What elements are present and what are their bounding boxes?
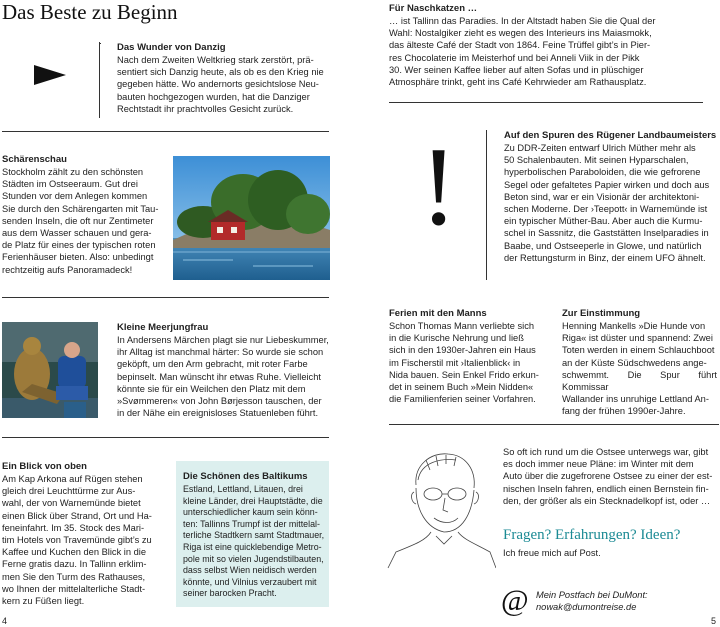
blick-text: Am Kap Arkona auf Rügen stehen gleich drei Leuchttürme zur Aus- wahl, der von Warnemünde bietet einen Blick über Strand, Ort und Ha- feneinfahrt. Im 35. Stock des Mari- tim Hotels von Travemünde gibt’s zu Kaffee und Kuchen den Blick in die Ferne gratis dazu. In Tallinn erklim- men Sie den Turm des Rathauses, wo Ihnen der mittelalterliche Stadt- kern zu Füßen liegt.: [2, 474, 152, 607]
page-number-left: 4: [2, 616, 8, 626]
schaeren-text: Stockholm zählt zu den schönsten Städten im Ostseeraum. Gut drei Stunden vor dem Anlegen kommen Sie durch den Schärengarten mit Tau- senden Inseln, die oft nur Zentimeter aus dem Wasser schauen und gera- de Platz für eines der typischen roten Ferienhäuser bieten. Also: unbedingt rechtzeitig aufs Panoramadeck!: [2, 167, 159, 275]
naschkatzen-rule: [389, 102, 703, 103]
author-question: Fragen? Erfahrungen? Ideen?: [503, 527, 681, 543]
postfach-label: Mein Postfach bei DuMont:: [536, 590, 648, 600]
meerjungfrau-heading: Kleine Meerjungfrau: [117, 322, 209, 333]
manns-heading: Ferien mit den Manns: [389, 308, 487, 319]
schaeren-heading: Schärenschau: [2, 154, 67, 165]
author-invite: Ich freue mich auf Post.: [503, 548, 601, 558]
exclamation-mark: !: [420, 125, 458, 249]
meerjungfrau-text: In Andersens Märchen plagt sie nur Liebeskummer, ihr Alltag ist manchmal härter: So wurde sie schon geköpft, um den Arm gebracht, mit roter Farbe bepinselt. Man wünscht ihr etwas Ruhe. Vielleicht könnte sie für ein Weilchen den Platz mit dem »Svømmeren« von John Børjesson tauschen, der in der Nähe ein ereignisloses Statuenleben führt.: [117, 335, 329, 419]
landbau-text: Zu DDR-Zeiten entwarf Ulrich Müther mehr als 50 Schalenbauten. Mit seinen Hyparschalen, hyperbolischen Paraboloiden, die wie gefrorene Segel oder gefaltetes Papier wirken und doch aus Beton sind, war er ein Visionär der architektoni- schen Moderne. Der ›Teepott‹ in Warnemünde ist ein typischer Müther-Bau. Aber auch die Kurmu- schel in Sassnitz, die Gaststätten Inselparadies in Baabe, und Ostseeperle in Glowe, und natürlich der Rettungsturm in Binz, der einem UFO ähnelt.: [504, 143, 710, 263]
blick-heading: Ein Blick von oben: [2, 461, 87, 472]
baltikum-text: Estland, Lettland, Litauen, drei kleine Länder, drei Hauptstädte, die unterschiedlicher kaum sein könn- ten: Tallinns Trumpf ist der mittelal- terliche Stadtkern samt Stadtmauer, Riga ist eine quicklebendige Metro- pole mit so vielen Jugendstilbauten, dass selbst Wien neidisch werden könnte, und Vilnius verzaubert mit seiner barocken Pracht.: [183, 484, 325, 599]
author-portrait-sketch: [386, 440, 496, 570]
archipelago-photo: [173, 156, 330, 280]
schaeren-rule-top: [2, 131, 329, 132]
play-triangle-icon: [32, 63, 68, 87]
naschkatzen-heading: Für Naschkatzen …: [389, 3, 478, 14]
page-number-right: 5: [711, 616, 717, 626]
danzig-divider: [99, 42, 100, 118]
email-link[interactable]: nowak@dumontreise.de: [536, 602, 637, 612]
manns-text: Schon Thomas Mann verliebte sich in die Kurische Nehrung und ließ sich in den 1930er-Jahren ein Haus im Fischerstil mit ›Italienblick‹ in Nida bauen. Sein Enkel Frido erkun- det in seinem Buch »Mein Nidden« die Familienferien seiner Vorfahren.: [389, 321, 539, 405]
schaeren-rule-bottom: [2, 297, 329, 298]
meerjungfrau-rule: [2, 437, 329, 438]
at-icon: @: [501, 584, 529, 617]
author-text: So oft ich rund um die Ostsee unterwegs war, gibt es doch immer neue Pläne: im Winter mit dem Auto über die zugefrorene Ostsee zu einer der est- nischen Inseln fahren, endlich einen Bernstein fin- den, der größer als ein Stecknadelkopf ist, oder …: [503, 447, 713, 506]
manns-rule: [389, 424, 719, 425]
landbau-heading: Auf den Spuren des Rügener Landbaumeisters: [504, 130, 717, 141]
landbau-divider: [486, 130, 487, 280]
danzig-heading: Das Wunder von Danzig: [117, 42, 226, 53]
einstimmung-heading: Zur Einstimmung: [562, 308, 641, 319]
mermaid-statue-photo: [2, 322, 98, 418]
baltikum-heading: Die Schönen des Baltikums: [183, 471, 308, 482]
naschkatzen-text: … ist Tallinn das Paradies. In der Altstadt haben Sie die Qual der Wahl: Nostalgiker zieht es wegen des Interieurs ins Maiasmokk, das älteste Café der Stadt von 1864. Feine Trüffel gibt’s in Pier- res Chocolaterie im Meisterhof und bei Anneli Viik in der Pikk 30. Wer seinen Kaffee lieber auf alten Sofas und in plüschiger Atmosphäre trinkt, geht ins Café Kehrwieder am Rathausplatz.: [389, 16, 656, 88]
einstimmung-text: Henning Mankells »Die Hunde von Riga« ist düster und spannend: Zwei Toten werden in einem Schlauchboot an der Küste Südschwedens ange- schwemmt. Die Spur führt Kommissar Wallander ins unruhige Lettland An- fang der frühen 1990er-Jahre.: [562, 321, 717, 417]
danzig-text: Nach dem Zweiten Weltkrieg stark zerstört, prä- sentiert sich Danzig heute, als ob es den Krieg nie gegeben hätte. Wo andernorts gesichtslose Neu- bauten hochgezogen wurden, hat die Danziger Rechtstadt ihr prachtvolles Gesicht zurück.: [117, 55, 324, 114]
page-title: Das Beste zu Beginn: [2, 0, 178, 24]
